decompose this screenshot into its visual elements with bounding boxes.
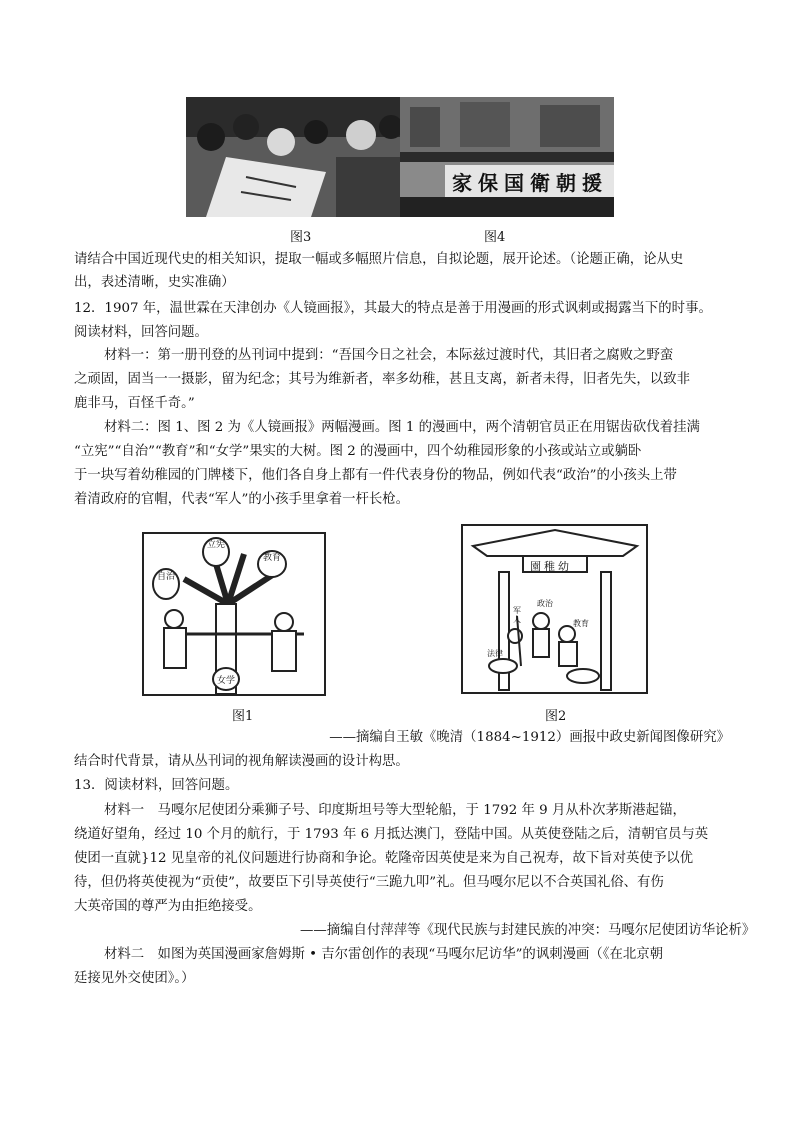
child-label-politics: 政治 <box>537 599 553 608</box>
q12-material1-line-2: 之顽固，固当一一摄影，留为纪念；其号为维新者，率多幼稚，甚且支离，新者未得，旧者先失，以致非 <box>74 372 690 387</box>
fruit-label-education: 教育 <box>263 553 282 563</box>
q11-line-2: 出，表述清晰，史实准确） <box>74 275 235 290</box>
q12-source: ——摘编自王敏《晚清（1884~1912）画报中政史新闻图像研究》 <box>329 730 730 745</box>
q13-line-1: 13．阅读材料，回答问题。 <box>74 778 239 793</box>
parade-banner-photo <box>400 97 614 217</box>
q12-line-1: 12．1907 年，温世霖在天津创办《人镜画报》，其最大的特点是善于用漫画的形式讽刺或揭露当下的时事。 <box>74 301 712 316</box>
q11-line-1: 请结合中国近现代史的相关知识，提取一幅或多幅照片信息，自拟论题，展开论述。（论题正确，论从史 <box>74 252 684 267</box>
fruit-label-female-school: 女学 <box>217 676 236 686</box>
q12-material2-line-4: 着清政府的官帽，代表“军人”的小孩手里拿着一杆长枪。 <box>74 492 410 507</box>
q12-material2-line-3: 于一块写着幼稚园的门牌楼下，他们各自身上都有一件代表身份的物品，例如代表“政治”的小孩头上带 <box>74 468 677 483</box>
q13-material1-line-1: 材料一 马嘎尔尼使团分乘狮子号、印度斯坦号等大型轮船，于 1792 年 9 月从朴次茅斯港起锚， <box>104 803 686 818</box>
kindergarten-gate-cartoon <box>463 526 646 692</box>
q13-material1-line-4: 待，但仍将英使视为“贡使”，故要臣下引导英使行“三跪九叩”礼。但马嘎尔尼以不合英国礼俗、有伤 <box>74 875 664 890</box>
q12-material2-line-2: “立宪”“自治”“教育”和“女学”果实的大树。图 2 的漫画中，四个幼稚园形象的小孩或站立或躺卧 <box>74 444 642 459</box>
figure-4-photo <box>400 97 614 217</box>
q12-question: 结合时代背景，请从丛刊词的视角解读漫画的设计构思。 <box>74 754 409 769</box>
gate-sign: 園稚幼 <box>530 560 572 573</box>
figure-3-photo <box>186 97 400 217</box>
figure-1-cartoon <box>142 532 326 696</box>
banner-text: 家保国衛朝援 <box>452 171 608 195</box>
figure-3-caption: 图3 <box>290 230 312 245</box>
q12-material1-line-1: 材料一：第一册刊登的丛刊词中提到：“吾国今日之社会，本际兹过渡时代，其旧者之腐败之野蛮 <box>104 348 674 363</box>
q13-material2-line-1: 材料二 如图为英国漫画家詹姆斯 • 吉尔雷创作的表现“马嘎尔尼访华”的讽刺漫画（《在北京朝 <box>104 947 664 962</box>
q13-material1-line-5: 大英帝国的尊严为由拒绝接受。 <box>74 899 262 914</box>
q13-source: ——摘编自付萍萍等《现代民族与封建民族的冲突：马嘎尔尼使团访华论析》 <box>300 923 756 938</box>
q12-material2-line-1: 材料二：图 1、图 2 为《人镜画报》两幅漫画。图 1 的漫画中，两个清朝官员正在用锯齿砍伐着挂满 <box>104 420 700 435</box>
q12-material1-line-3: 鹿非马，百怪千奇。” <box>74 396 195 411</box>
tree-cutting-cartoon <box>144 534 324 694</box>
figure-4-caption: 图4 <box>484 230 506 245</box>
figure-2-caption: 图2 <box>545 709 567 724</box>
crowd-newspaper-photo <box>186 97 400 217</box>
q13-material1-line-2: 绕道好望角，经过 10 个月的航行，于 1793 年 6 月抵达澳门，登陆中国。从英使登陆之后，清朝官员与英 <box>74 827 709 842</box>
q13-material2-line-2: 廷接见外交使团》。） <box>74 971 195 986</box>
figure-1-caption: 图1 <box>232 709 254 724</box>
child-label-law: 法律 <box>487 649 503 658</box>
fruit-label-constitution: 立宪 <box>207 540 226 550</box>
child-label-military: 军人 <box>513 606 521 624</box>
q13-material1-line-3: 使团一直就}12 见皇帝的礼仪问题进行协商和争论。乾隆帝因英使是来为自己祝寿，故下旨对英使予以优 <box>74 851 693 866</box>
child-label-education: 教育 <box>573 619 589 628</box>
figure-2-cartoon <box>461 524 648 694</box>
q12-line-2: 阅读材料，回答问题。 <box>74 325 208 340</box>
fruit-label-autonomy: 自治 <box>157 572 176 582</box>
